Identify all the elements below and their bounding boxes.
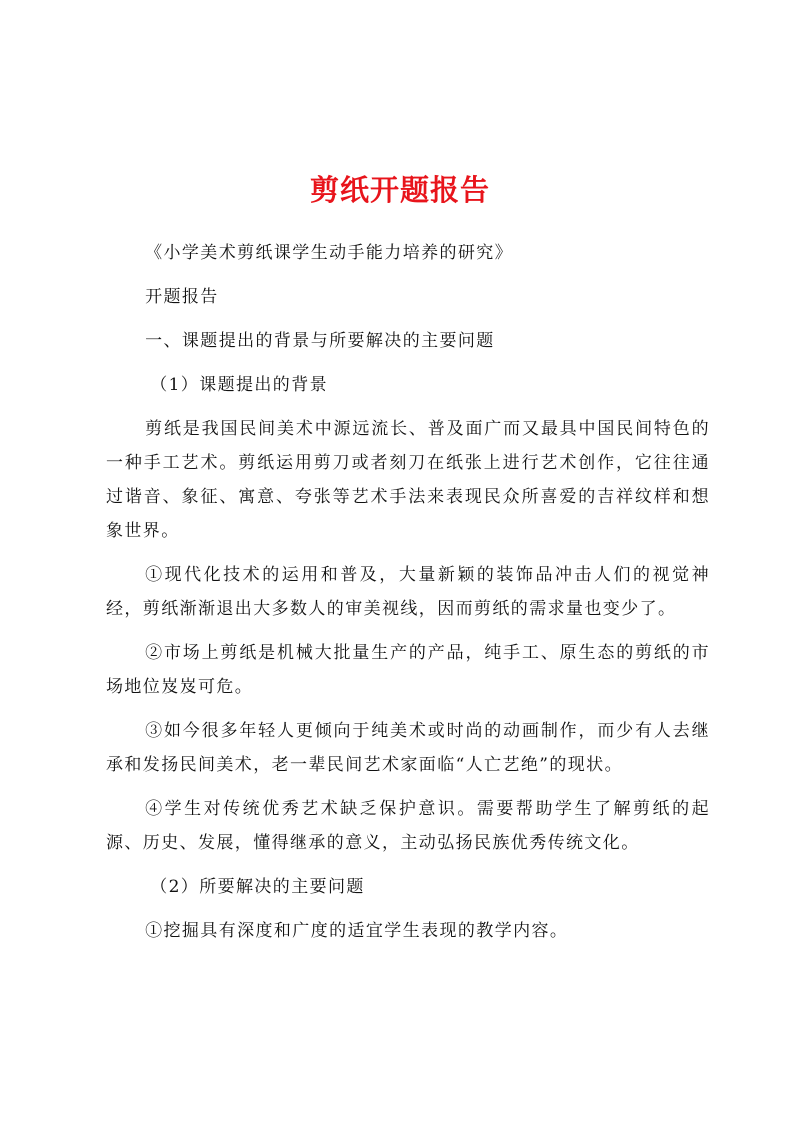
point-one-paragraph: ①现代化技术的运用和普及，大量新颖的装饰品冲击人们的视觉神经，剪纸渐渐退出大多数人的审美视线，因而剪纸的需求量也变少了。 — [106, 565, 710, 619]
point-two-paragraph: ②市场上剪纸是机械大批量生产的产品，纯手工、原生态的剪纸的市场地位岌岌可危。 — [106, 643, 710, 697]
report-label-paragraph: 开题报告 — [145, 287, 219, 307]
document-title: 剪纸开题报告 — [309, 173, 490, 207]
problem-one-paragraph: ①挖掘具有深度和广度的适宜学生表现的教学内容。 — [145, 921, 569, 941]
background-paragraph: 剪纸是我国民间美术中源远流长、普及面广而又最具中国民间特色的一种手工艺术。剪纸运用剪刀或者刻刀在纸张上进行艺术创作，它往往通过谐音、象征、寓意、夸张等艺术手法来表现民众所喜爱的吉祥纹样和想象世界。 — [106, 419, 710, 541]
point-four-paragraph: ④学生对传统优秀艺术缺乏保护意识。需要帮助学生了解剪纸的起源、历史、发展，懂得继承的意义，主动弘扬民族优秀传统文化。 — [106, 799, 710, 853]
research-title-paragraph: 《小学美术剪纸课学生动手能力培养的研究》 — [145, 243, 514, 263]
section-one-heading: 一、课题提出的背景与所要解决的主要问题 — [145, 331, 495, 351]
background-subheading: （1）课题提出的背景 — [150, 375, 329, 395]
point-three-paragraph: ③如今很多年轻人更倾向于纯美术或时尚的动画制作，而少有人去继承和发扬民间美术，老一辈民间艺术家面临“人亡艺绝”的现状。 — [106, 721, 710, 775]
problems-subheading: （2）所要解决的主要问题 — [150, 877, 365, 897]
document-body — [106, 236, 710, 948]
